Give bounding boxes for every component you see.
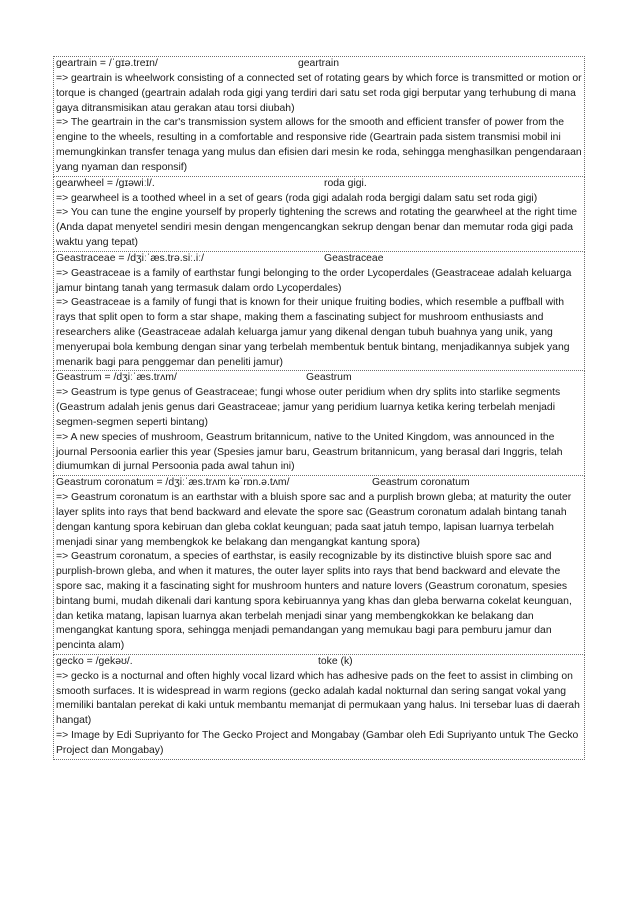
entry-gearwheel [53, 177, 585, 252]
entry-term: Geastrum coronatum = /dʒiːˈæs.trʌm kəˈrɒn.ə.tʌm/ [56, 477, 290, 489]
entry-geastrum [53, 371, 585, 476]
entry-translation: roda gigi. [324, 177, 367, 189]
entry-geastrum-coronatum [53, 476, 585, 655]
entry-definition: => Geastraceae is a family of earthstar fungi belonging to the order Lycoperdales (Geastraceae adalah keluarga jamur bintang tanah yang termasuk dalam ordo Lycoperdales) [56, 267, 572, 294]
entry-term: gecko = /ɡekəʊ/. [56, 655, 133, 667]
entry-definition: => gecko is a nocturnal and often highly vocal lizard which has adhesive pads on the feet to assist in climbing on smooth surfaces. It is widespread in warm regions (gecko adalah kadal nokturnal dan sering sangat vokal yang memiliki bantalan perekat di kaki untuk membantu memanjat di permukaan yang halus. Ini tersebar luas di daerah hangat) [56, 670, 580, 727]
entry-term: geartrain = /ˈɡɪə.treɪn/ [56, 58, 158, 69]
dictionary-page [53, 56, 585, 760]
entry-term: Geastrum = /dʒiːˈæs.trʌm/ [56, 372, 177, 384]
entry-translation: Geastraceae [324, 252, 384, 264]
entry-definition: => gearwheel is a toothed wheel in a set of gears (roda gigi adalah roda bergigi dalam satu set roda gigi) [56, 192, 538, 204]
entry-geastraceae [53, 252, 585, 372]
entry-translation: toke (k) [318, 655, 353, 667]
entry-translation: Geastrum coronatum [372, 477, 470, 489]
entry-header [56, 476, 582, 491]
entry-gecko [53, 655, 585, 760]
entry-geartrain [53, 56, 585, 177]
entry-example: => Geastraceae is a family of fungi that is known for their unique fruiting bodies, which resemble a puffball with rays that split open to form a star shape, making them a fascinating subject for mushroom enthusiasts and researchers alike (Geastraceae adalah keluarga jamur yang dikenal dengan tubuh buahnya yang unik, yang menyerupai bola kembung dengan sinar yang terbelah membentuk bentuk bintang, menjadikannya subjek yang menarik bagi para penggemar dan peneliti jamur) [56, 297, 570, 368]
entry-translation: geartrain [298, 58, 340, 69]
entry-definition: => Geastrum coronatum is an earthstar with a bluish spore sac and a purplish brown gleba; at maturity the outer layer splits into rays that bend backward and elevate the spore sac (Geastrum coronatum adalah bintang tanah dengan kantung spora kebiruan dan gleba coklat keunguan; pada saat jatuh tempo, lapisan luarnya terbelah menjadi sinar yang membengkok ke belakang dan mengangkat kantung spora) [56, 492, 572, 548]
entry-term: Geastraceae = /dʒiːˈæs.trə.siː.iː/ [56, 252, 205, 264]
entry-definition: => geartrain is wheelwork consisting of a connected set of rotating gears by which force is transmitted or motion or torque is changed (geartrain adalah roda gigi yang terdiri dari satu set roda gigi berputar yang terhubung di mana gaya ditransmisikan atau gerakan atau torsi diubah) [56, 73, 582, 114]
entry-header [56, 57, 582, 72]
entry-header [56, 371, 582, 386]
entry-example: => Image by Edi Supriyanto for The Gecko Project and Mongabay (Gambar oleh Edi Supriyanto untuk The Gecko Project dan Mongabay) [56, 730, 579, 756]
entry-header [56, 655, 582, 670]
entry-example: => The geartrain in the car's transmission system allows for the smooth and efficient transfer of power from the engine to the wheels, resulting in a comfortable and responsive ride (Geartrain pada sistem transmisi mobil ini memungkinkan transfer tenaga yang mulus dan efisien dari mesin ke roda, sehingga menghasilkan pengendaraan yang nyaman dan responsif) [56, 117, 582, 173]
entry-term: gearwheel = /ɡɪəwiːl/. [56, 177, 155, 189]
entry-example: => A new species of mushroom, Geastrum britannicum, native to the United Kingdom, was announced in the journal Persoonia earlier this year (Spesies jamur baru, Geastrum britannicum, yang berasal dari Inggris, telah diumumkan di jurnal Persoonia pada awal tahun ini) [56, 431, 563, 473]
entry-example: => You can tune the engine yourself by properly tightening the screws and rotating the gearwheel at the right time (Anda dapat menyetel sendiri mesin dengan mengencangkan sekrup dengan benar dan memutar roda gigi pada waktu yang tepat) [56, 207, 578, 248]
entry-definition: => Geastrum is type genus of Geastraceae; fungi whose outer peridium when dry splits into starlike segments (Geastrum adalah jenis genus dari Geastraceae; jamur yang peridium luarnya ketika kering terbelah menjadi segmen-segmen seperti bintang) [56, 387, 561, 428]
entry-header [56, 177, 582, 192]
entry-header [56, 252, 582, 267]
entry-translation: Geastrum [306, 372, 352, 384]
entry-example: => Geastrum coronatum, a species of earthstar, is easily recognizable by its distinctive bluish spore sac and purplish-brown gleba, and when it matures, the outer layer splits into rays that bend backward and elevate the spore sac, making it a fascinating sight for mushroom hunters and nature lovers (Geastrum coronatum, spesies bintang bumi, mudah dikenali dari kantung spora kebiruannya yang khas dan gleba berwarna cokelat keunguan, dan ketika matang, lapisan luarnya akan terbelah menjadi sinar yang membengkokkan ke belakang dan mengangkat kantung spora, sehingga menjadi pemandangan yang memukau bagi para pemburu jamur dan pencinta alam) [56, 551, 572, 652]
